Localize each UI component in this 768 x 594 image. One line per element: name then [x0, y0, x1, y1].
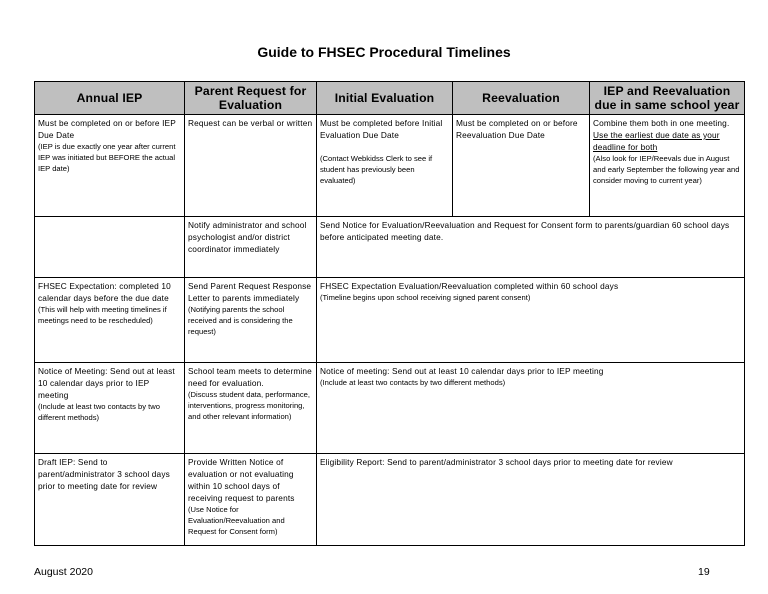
cell-text	[593, 117, 741, 153]
table-row	[35, 454, 745, 546]
cell-parent-request	[185, 115, 317, 217]
header-row	[35, 82, 745, 115]
cell-text: Draft IEP: Send to parent/administrator 3 school days prior to meeting date for review	[38, 457, 170, 491]
cell-text: Provide Written Notice of evaluation or not evaluating within 10 school days of receiving request to parents	[188, 457, 295, 503]
cell-text: Must be completed on or before IEP Due Date	[38, 118, 176, 140]
cell-text: Notice of Meeting: Send out at least 10 calendar days prior to IEP meeting	[38, 366, 175, 400]
cell-note: (Also look for IEP/Reevals due in August and early September the following year and consider moving to current year)	[593, 154, 740, 185]
cell-evaluation-span	[317, 278, 745, 363]
cell-text: Notify administrator and school psychologist and/or district coordinator immediately	[188, 220, 307, 254]
cell-text: Request can be verbal or written	[188, 118, 313, 128]
header-annual-iep: Annual IEP	[35, 82, 185, 115]
table-row	[35, 217, 745, 278]
cell-text: Send Parent Request Response Letter to parents immediately	[188, 281, 312, 303]
cell-parent-request	[185, 278, 317, 363]
timeline-table	[34, 81, 745, 546]
cell-text: Must be completed on or before Reevaluation Due Date	[456, 118, 578, 140]
cell-note: (Contact Webkidss Clerk to see if student has previously been evaluated)	[320, 154, 433, 185]
combined-deadline-text: Use the earliest due date as your deadline for both	[593, 130, 720, 152]
footer-date: August 2020	[34, 566, 93, 578]
cell-note: (This will help with meeting timelines if meetings need to be rescheduled)	[38, 305, 167, 325]
cell-annual-iep	[35, 115, 185, 217]
cell-evaluation-span	[317, 217, 745, 278]
cell-annual-iep	[35, 278, 185, 363]
cell-text: Must be completed before Initial Evaluation Due Date	[320, 118, 443, 140]
cell-text: FHSEC Expectation: completed 10 calendar days before the due date	[38, 281, 171, 303]
header-reevaluation: Reevaluation	[453, 82, 590, 115]
cell-note: (Use Notice for Evaluation/Reevaluation and Request for Consent form)	[188, 505, 285, 536]
cell-note: (Notifying parents the school received and is considering the request)	[188, 305, 293, 336]
cell-text: Eligibility Report: Send to parent/administrator 3 school days prior to meeting date for review	[320, 457, 673, 467]
table-row	[35, 278, 745, 363]
cell-text: Notice of meeting: Send out at least 10 calendar days prior to IEP meeting	[320, 366, 604, 376]
cell-evaluation-span	[317, 363, 745, 454]
cell-reevaluation	[453, 115, 590, 217]
combined-text: Combine them both in one meeting.	[593, 118, 730, 128]
cell-note: (Include at least two contacts by two different methods)	[38, 402, 160, 422]
cell-note: (Discuss student data, performance, interventions, progress monitoring, and other relevant information)	[188, 390, 310, 421]
cell-annual-iep	[35, 454, 185, 546]
table-row	[35, 115, 745, 217]
cell-parent-request	[185, 454, 317, 546]
cell-annual-iep	[35, 217, 185, 278]
cell-note: (Include at least two contacts by two different methods)	[320, 378, 506, 387]
header-combined: IEP and Reevaluation due in same school year	[590, 82, 745, 115]
cell-initial-evaluation	[317, 115, 453, 217]
cell-annual-iep	[35, 363, 185, 454]
header-initial-evaluation: Initial Evaluation	[317, 82, 453, 115]
cell-parent-request	[185, 217, 317, 278]
cell-evaluation-span	[317, 454, 745, 546]
page-title: Guide to FHSEC Procedural Timelines	[257, 44, 511, 60]
cell-text: School team meets to determine need for evaluation.	[188, 366, 312, 388]
cell-text: Send Notice for Evaluation/Reevaluation and Request for Consent form to parents/guardian 60 school days before anticipated meeting date.	[320, 220, 730, 242]
header-parent-request: Parent Request for Evaluation	[185, 82, 317, 115]
page-number: 19	[698, 566, 710, 578]
cell-combined	[590, 115, 745, 217]
cell-text: FHSEC Expectation Evaluation/Reevaluation completed within 60 school days	[320, 281, 619, 291]
table-row	[35, 363, 745, 454]
cell-note: (IEP is due exactly one year after current IEP was initiated but BEFORE the actual IEP date)	[38, 142, 176, 173]
cell-note: (Timeline begins upon school receiving signed parent consent)	[320, 293, 531, 302]
cell-parent-request	[185, 363, 317, 454]
